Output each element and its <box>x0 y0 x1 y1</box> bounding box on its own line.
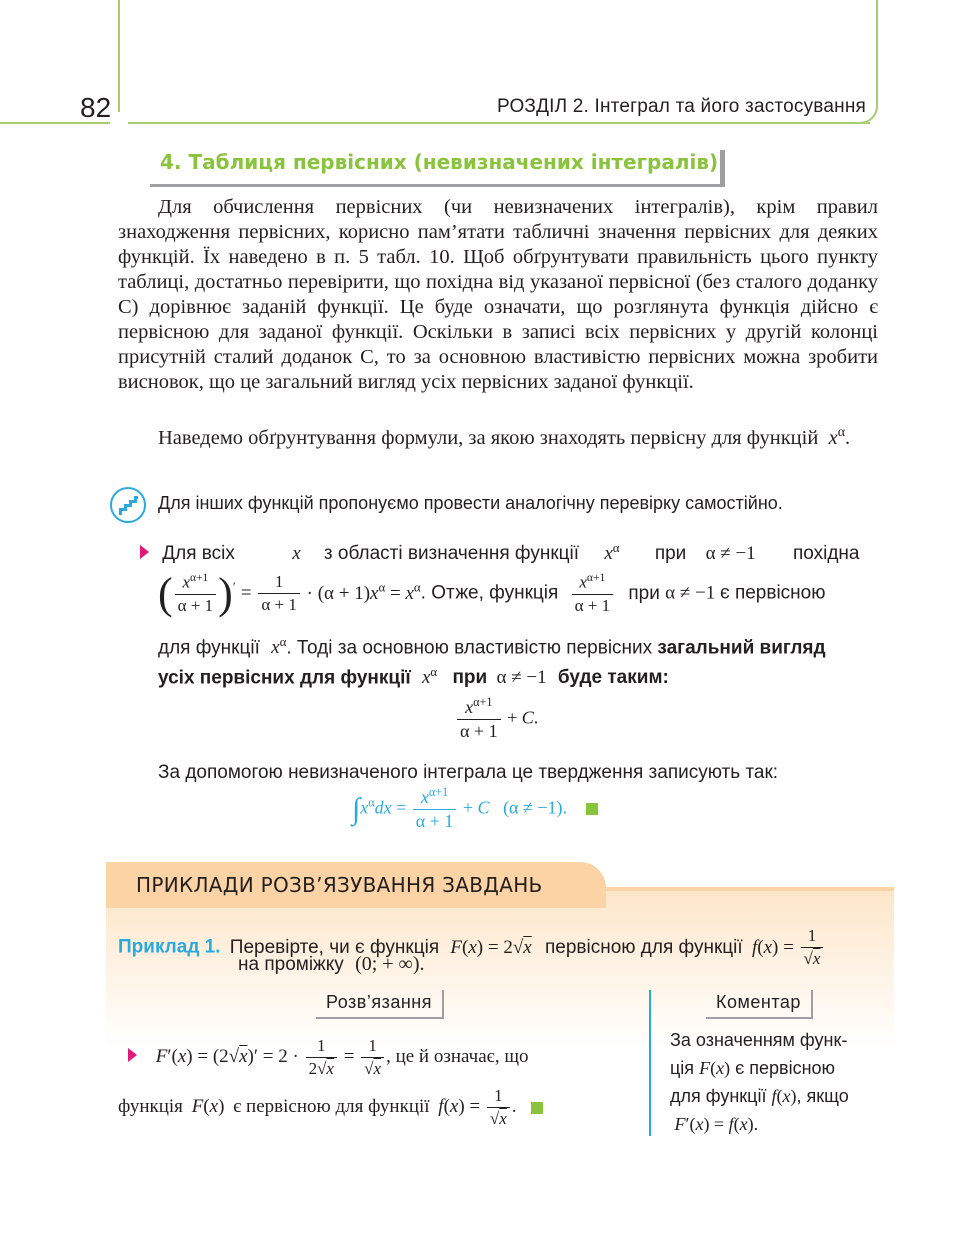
paragraph-text: Для обчислення первісних (чи невизначених інтегралів), крім правил знаходження первісних, корисно пам’ятати табличні значення первісних для деяких функцій. Їх наведено в п. 5 табл. 10. Щоб обґрунтувати правильність цього пункту таблиці, достатньо перевірити, що похідна від указаної первісної (без сталого доданку C) дорівнює заданій функції. Це буде означати, що розглянута функція дійсно є первісною для заданої функції. Оскільки в записі всіх первісних у другій колонці присутній сталий доданок C, то за основною властивістю первісних можна зробити висновок, що це загальний вигляд усіх первісних заданої функції. <box>118 196 878 393</box>
example-1-statement: Приклад 1. Перевірте, чи є функція F(x) = 2√x первісною для функції f(x) = $\frac{1}{√x}$ <box>118 925 878 970</box>
integral-formula: $\int x^\alpha dx$ = $\frac{x^{\alpha+1}}{\alpha + 1}$ + C (α ≠ −1). <box>352 785 598 834</box>
section-title: 4. Таблиця первісних (невизначених інтегралів) <box>160 150 719 174</box>
header-frame-line-right <box>128 122 870 124</box>
paragraph-intro <box>118 195 878 395</box>
note-text: Для інших функцій пропонуємо провести аналогічну перевірку самостійно. <box>158 493 783 513</box>
paragraph-text: Наведемо обґрунтування формули, за якою знаходять первісну для функцій <box>158 426 819 449</box>
section-title-underline <box>150 184 725 187</box>
solution-line-2: функція F(x) є первісною для функції f(x) = $\frac{1}{√x}$ . <box>118 1085 638 1130</box>
header-frame-line <box>118 0 120 112</box>
solution-line-1: F′(x) = (2√x)′ = 2 · $\frac{1}{2√x}$ = $\frac{1}{√x}$ , це й означає, що <box>128 1035 638 1080</box>
column-divider <box>649 990 651 1136</box>
section-title-bar <box>720 150 725 186</box>
proof-line-2: ( $\frac{x^{\alpha+1}}{\alpha + 1}$ )′ = $\frac{1}{\alpha + 1}$ · $(\alpha + 1)x^\alpha = x^\alpha$. Отже, функція $\frac{x^{\alpha+1}}{\alpha + 1}$ при α ≠ −1 є первісною <box>158 569 826 618</box>
integral-intro: За допомогою невизначеного інтеграла це твердження записують так: <box>158 762 779 783</box>
paragraph-justification: Наведемо обґрунтування формули, за якою знаходять первісну для функцій $x^\alpha$. <box>158 425 851 449</box>
proof-line-3: для функції $x^\alpha$. Тоді за основною властивістю первісних загальний вигляд <box>158 634 826 659</box>
proof-line-1: Для всіх x з області визначення функції $x^\alpha$ при α ≠ −1 похідна <box>140 540 878 565</box>
example-label: Приклад 1. <box>118 936 221 958</box>
proof-line-4: усіх первісних для функції $x^\alpha$ при α ≠ −1 буде таким: <box>158 664 669 689</box>
examples-title: ПРИКЛАДИ РОЗВ’ЯЗУВАННЯ ЗАВДАНЬ <box>136 873 543 897</box>
solution-tag: Розв’язання <box>316 990 444 1019</box>
comment-tag: Коментар <box>706 990 813 1019</box>
end-of-solution-square <box>531 1102 543 1114</box>
page-number: 82 <box>80 92 112 123</box>
end-of-proof-square <box>586 803 598 815</box>
comment-text: За означенням функ- ція F(x) є первісною для функції f(x), якщо F′(x) = f(x). <box>670 1030 849 1134</box>
example-1-interval: на проміжку (0; + ∞). <box>238 953 425 975</box>
bullet-triangle-icon <box>128 1048 137 1062</box>
stairs-icon <box>110 487 146 523</box>
bullet-triangle-icon <box>140 545 149 559</box>
antiderivative-formula: $\frac{x^{\alpha+1}}{\alpha + 1}$ + C. <box>455 695 538 744</box>
chapter-title: РОЗДІЛ 2. Інтеграл та його застосування <box>496 96 866 117</box>
